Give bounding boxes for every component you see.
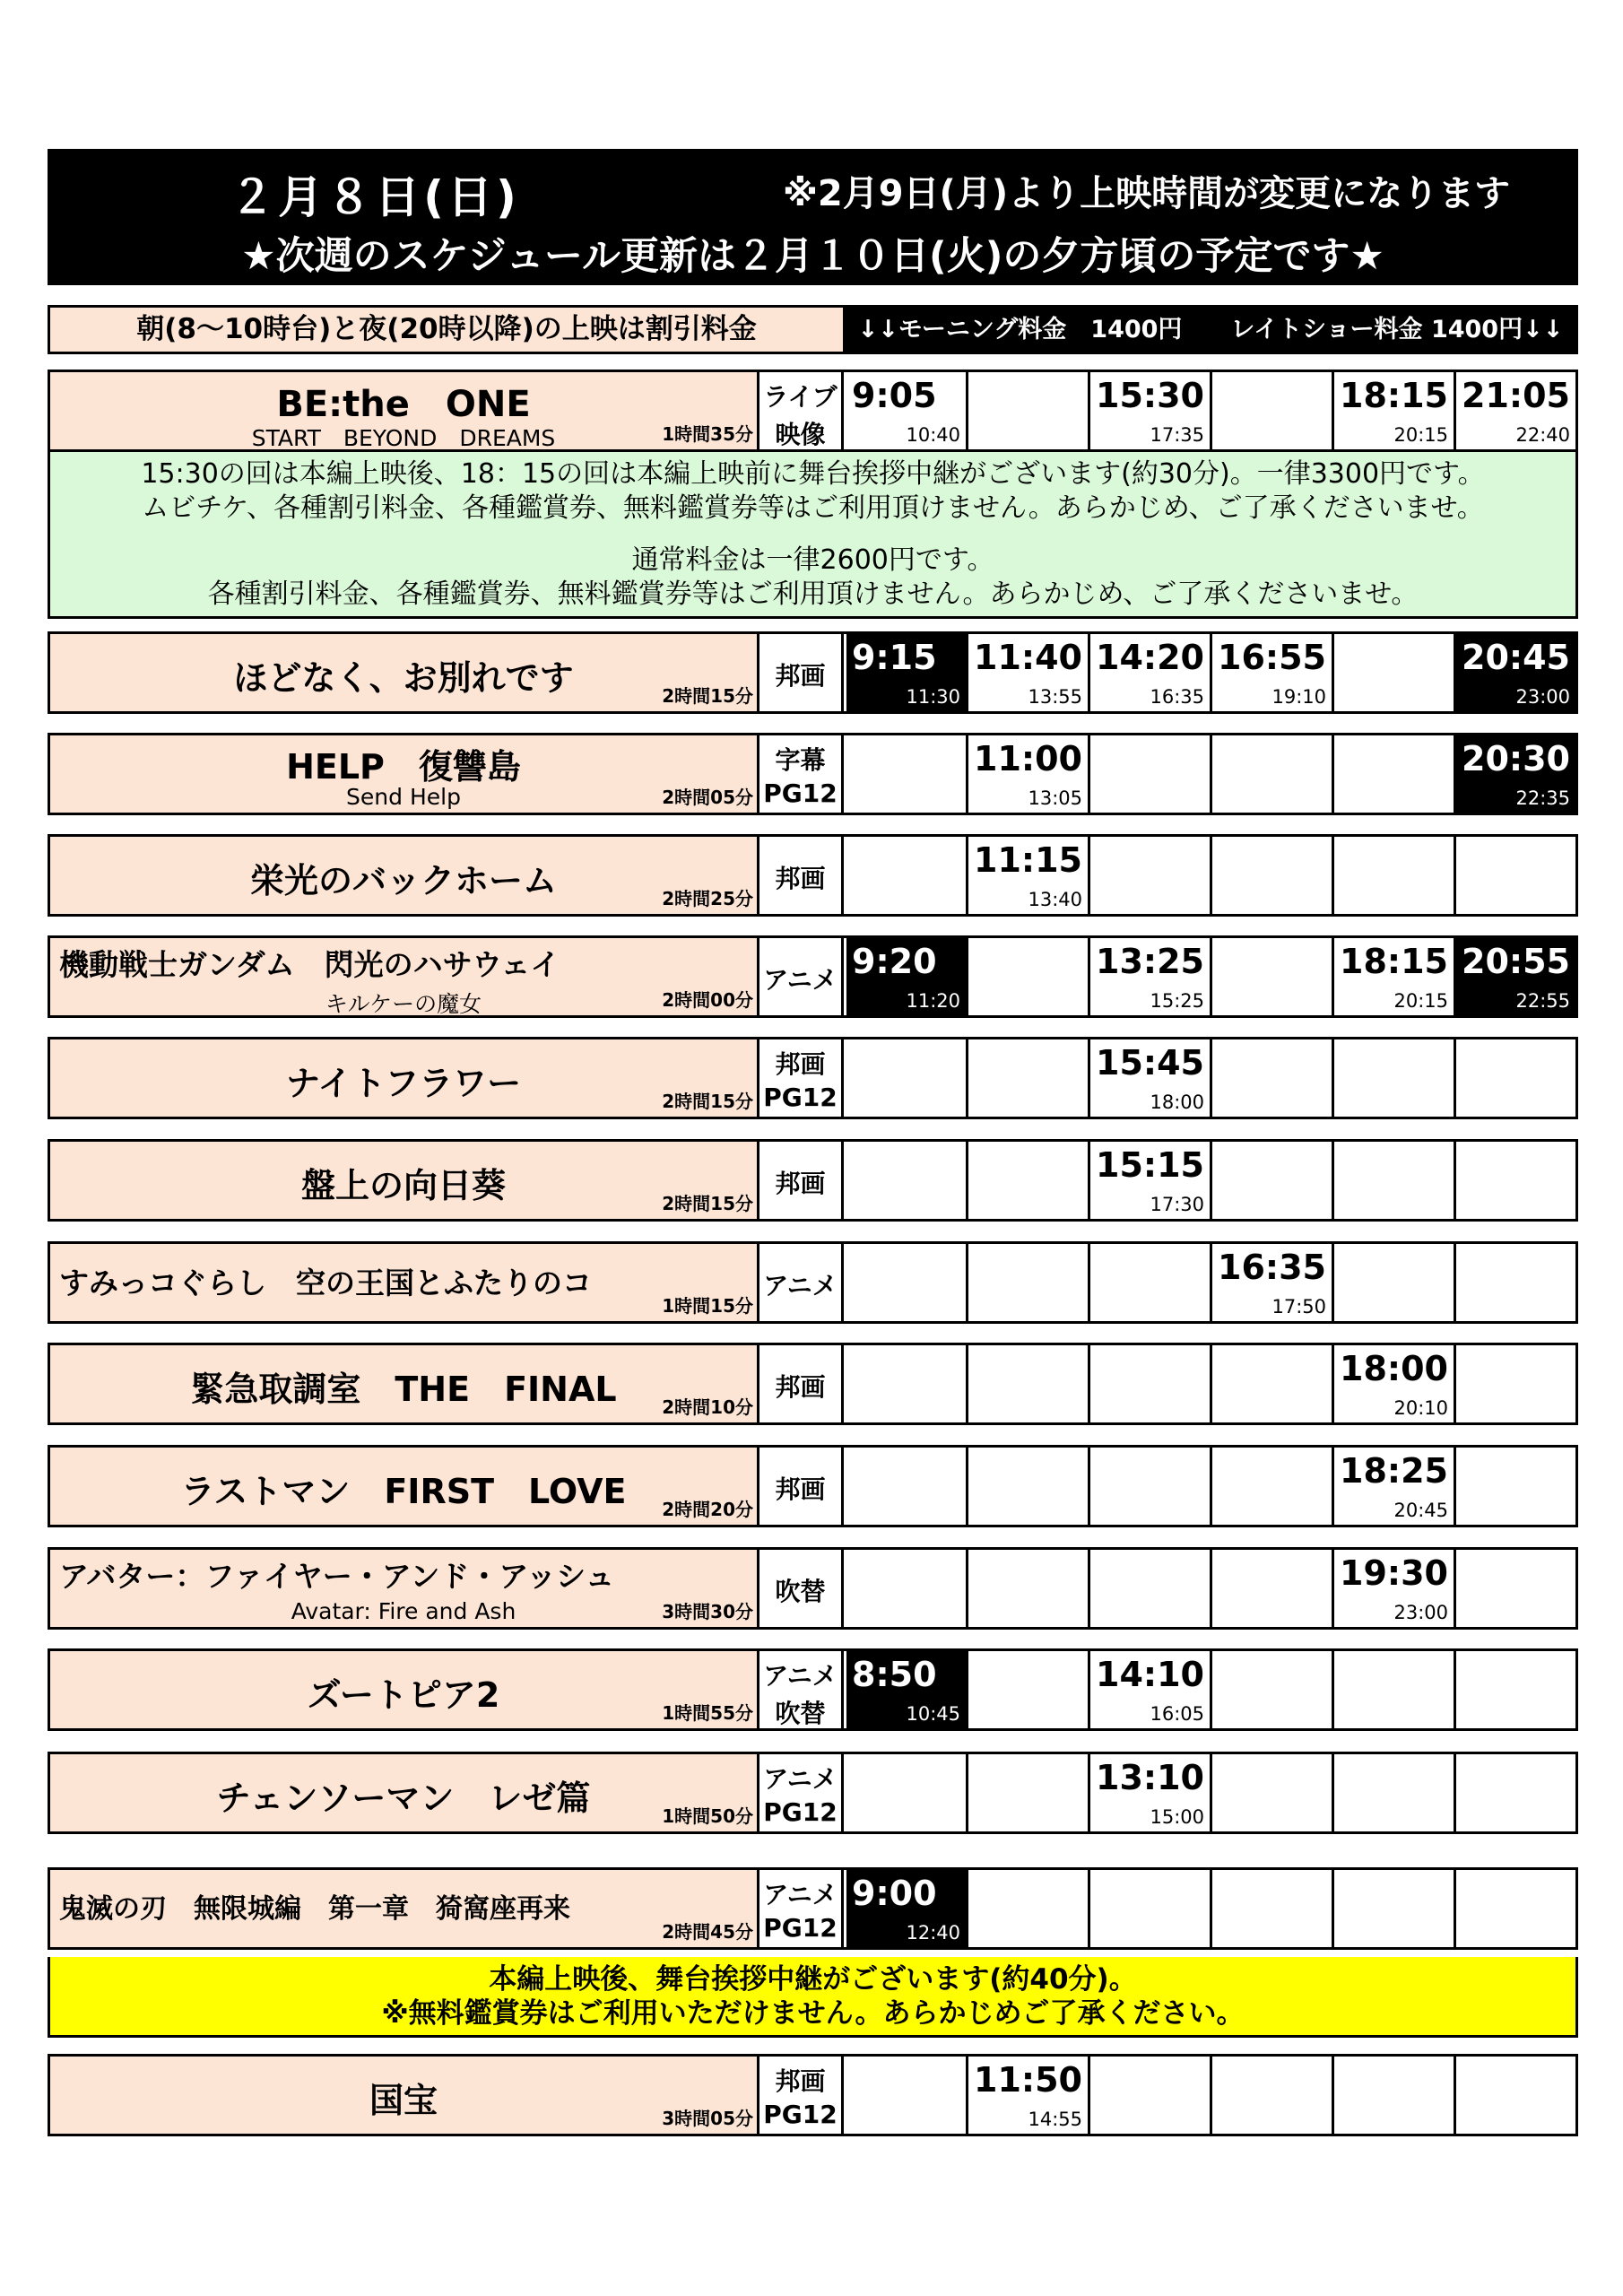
showtime-slot — [968, 1870, 1090, 1947]
movie-title: ラストマン FIRST LOVE — [180, 1472, 627, 1511]
showtime-slot — [1334, 372, 1456, 449]
format-label: 吹替 — [775, 1577, 826, 1606]
start-time: 8:50 — [852, 1655, 937, 1694]
showtime-slot — [1334, 634, 1456, 711]
end-time: 20:45 — [1393, 1500, 1448, 1521]
start-time: 13:10 — [1096, 1758, 1204, 1797]
movie-format — [759, 1870, 844, 1947]
end-time: 20:15 — [1393, 424, 1448, 446]
movie-title-cell — [50, 1651, 759, 1728]
showtime-slot — [846, 2057, 968, 2134]
showtime-slot — [1456, 1550, 1575, 1627]
format-label: アニメ — [763, 965, 838, 995]
showtime-slot — [1456, 372, 1575, 449]
movie-title: 盤上の向日葵 — [300, 1166, 506, 1205]
showtime-slot — [1090, 634, 1212, 711]
movie-title: ズートピア2 — [307, 1675, 500, 1715]
rating-label: PG12 — [763, 2100, 838, 2129]
movie-runtime: 2時間00分 — [662, 989, 753, 1011]
notice-line: 15:30の回は本編上映後、18：15の回は本編上映前に舞台挨拶中継がございます(約30分)。一律3300円です。 — [141, 458, 1485, 490]
movie-title: 鬼滅の刃 無限城編 第一章 猗窩座再来 — [59, 1893, 570, 1925]
format-label: アニメ — [763, 1661, 838, 1691]
showtime-slot — [846, 1651, 968, 1728]
format-label: 邦画 — [775, 661, 826, 691]
showtime-slot — [1090, 1651, 1212, 1728]
movie-row — [48, 1648, 1578, 1731]
movie-title-cell — [50, 1142, 759, 1219]
movie-title-cell — [50, 372, 759, 449]
discount-bar — [48, 305, 1578, 354]
movie-subtitle: Send Help — [346, 784, 461, 810]
showtime-slot — [846, 372, 968, 449]
showtime-slot — [1334, 1345, 1456, 1422]
end-time: 14:55 — [1028, 2109, 1082, 2130]
showtime-slot — [1456, 1870, 1575, 1947]
end-time: 16:35 — [1150, 686, 1204, 708]
showtime-slot — [968, 634, 1090, 711]
movie-format — [759, 1651, 844, 1728]
showtime-slot — [846, 837, 968, 914]
showtime-slot — [1212, 938, 1334, 1015]
movie-runtime: 1時間35分 — [662, 423, 753, 445]
start-time: 20:30 — [1462, 739, 1570, 778]
showtime-slot — [846, 1244, 968, 1321]
showtime-slot — [1456, 735, 1575, 813]
end-time: 22:35 — [1515, 787, 1570, 809]
notice-line: 本編上映後、舞台挨拶中継がございます(約40分)。 — [489, 1963, 1137, 1996]
showtime-slot — [1334, 1142, 1456, 1219]
end-time: 13:05 — [1028, 787, 1082, 809]
showtime-slot — [846, 1142, 968, 1219]
showtime-slot — [1334, 1651, 1456, 1728]
rating-label: PG12 — [763, 1797, 838, 1827]
movie-runtime: 2時間15分 — [662, 1193, 753, 1214]
showtime-slot — [1090, 1244, 1212, 1321]
showtime-slot — [1334, 837, 1456, 914]
start-time: 20:45 — [1462, 638, 1570, 677]
update-notice: ★次週のスケジュール更新は２月１０日(火)の夕方頃の予定です★ — [241, 234, 1384, 279]
movie-runtime: 2時間25分 — [662, 888, 753, 909]
format-label: 邦画 — [775, 1474, 826, 1504]
kimetsu-notice — [48, 1957, 1578, 2038]
showtime-slot — [1212, 1039, 1334, 1117]
movie-subtitle: キルケーの魔女 — [325, 991, 482, 1017]
movie-format — [759, 938, 844, 1015]
start-time: 20:55 — [1462, 942, 1570, 981]
showtime-slot — [1212, 1870, 1334, 1947]
movie-format — [759, 1039, 844, 1117]
showtime-slot — [846, 634, 968, 711]
format-label: アニメ — [763, 1880, 838, 1909]
movie-row — [48, 1241, 1578, 1324]
movie-row — [48, 1867, 1578, 1950]
movie-runtime: 1時間55分 — [662, 1702, 753, 1724]
movie-title: アバター：ファイヤー・アンド・アッシュ — [59, 1559, 615, 1594]
movie-runtime: 2時間45分 — [662, 1921, 753, 1943]
showtime-slot — [1334, 938, 1456, 1015]
movie-runtime: 2時間15分 — [662, 1091, 753, 1112]
showtime-slot — [1456, 1244, 1575, 1321]
showtime-slot — [1212, 1754, 1334, 1831]
showtime-slot — [968, 1345, 1090, 1422]
movie-format — [759, 1754, 844, 1831]
movie-runtime: 2時間10分 — [662, 1396, 753, 1418]
showtime-slot — [1212, 634, 1334, 711]
showtime-slot — [846, 1550, 968, 1627]
notice-line: 各種割引料金、各種鑑賞券、無料鑑賞券等はご利用頂けません。あらかじめ、ご了承くださいませ。 — [207, 578, 1419, 610]
showtime-slot — [968, 1039, 1090, 1117]
showtime-slot — [968, 1448, 1090, 1525]
start-time: 15:45 — [1096, 1043, 1204, 1083]
showtime-slot — [846, 938, 968, 1015]
beone-notice — [48, 452, 1578, 619]
showtime-slot — [968, 1651, 1090, 1728]
showtime-slot — [968, 1550, 1090, 1627]
start-time: 9:05 — [852, 376, 937, 415]
start-time: 18:00 — [1340, 1349, 1448, 1388]
movie-title: 機動戦士ガンダム 閃光のハサウェイ — [59, 947, 560, 982]
end-time: 22:40 — [1515, 424, 1570, 446]
end-time: 15:00 — [1150, 1806, 1204, 1828]
movie-format — [759, 1345, 844, 1422]
showtime-slot — [846, 1870, 968, 1947]
showtime-slot — [1334, 1870, 1456, 1947]
schedule-date: ２月８日(日) — [230, 171, 520, 223]
showtime-slot — [846, 735, 968, 813]
movie-format — [759, 837, 844, 914]
start-time: 19:30 — [1340, 1553, 1448, 1593]
format-label: 邦画 — [775, 864, 826, 893]
movie-title: BE:the ONE — [276, 384, 531, 425]
showtime-slot — [968, 1244, 1090, 1321]
showtime-slot — [1334, 2057, 1456, 2134]
format-label: 邦画 — [775, 1169, 826, 1198]
end-time: 20:15 — [1393, 990, 1448, 1012]
start-time: 9:00 — [852, 1874, 937, 1913]
showtime-slot — [1090, 2057, 1212, 2134]
showtime-slot — [1334, 1550, 1456, 1627]
movie-title-cell — [50, 1448, 759, 1525]
notice-line: ※無料鑑賞券はご利用いただけません。あらかじめご了承ください。 — [381, 1997, 1245, 2030]
end-time: 23:00 — [1515, 686, 1570, 708]
showtime-slot — [1090, 372, 1212, 449]
showtime-slot — [846, 1448, 968, 1525]
showtime-slot — [1334, 1754, 1456, 1831]
discount-price: ↓↓モーニング料金 1400円 レイトショー料金 1400円↓↓ — [846, 308, 1575, 352]
showtime-slot — [1090, 837, 1212, 914]
movie-format — [759, 2057, 844, 2134]
end-time: 12:40 — [906, 1922, 960, 1944]
end-time: 17:30 — [1150, 1194, 1204, 1215]
movie-row — [48, 631, 1578, 714]
start-time: 11:40 — [974, 638, 1082, 677]
start-time: 21:05 — [1462, 376, 1570, 415]
showtime-slot — [1456, 1345, 1575, 1422]
start-time: 11:15 — [974, 840, 1082, 880]
showtime-slot — [968, 1142, 1090, 1219]
end-time: 18:00 — [1150, 1091, 1204, 1113]
showtime-slot — [968, 1754, 1090, 1831]
movie-title-cell — [50, 1550, 759, 1627]
showtime-slot — [1212, 735, 1334, 813]
movie-row — [48, 1037, 1578, 1119]
showtime-slot — [1090, 1345, 1212, 1422]
format-label: 邦画 — [775, 2066, 826, 2096]
movie-title-cell — [50, 1039, 759, 1117]
movie-title-cell — [50, 1870, 759, 1947]
notice-line: 通常料金は一律2600円です。 — [631, 544, 994, 576]
movie-runtime: 1時間50分 — [662, 1805, 753, 1827]
movie-row — [48, 1547, 1578, 1630]
rating-label: PG12 — [763, 1913, 838, 1943]
start-time: 16:55 — [1218, 638, 1326, 677]
change-notice: ※2月9日(月)より上映時間が変更になります — [783, 173, 1511, 214]
start-time: 18:15 — [1340, 376, 1448, 415]
movie-title: 国宝 — [369, 2081, 438, 2120]
movie-row — [48, 1445, 1578, 1527]
showtime-slot — [1456, 1448, 1575, 1525]
showtime-slot — [1456, 1142, 1575, 1219]
movie-title: ナイトフラワー — [285, 1064, 522, 1103]
showtime-slot — [1090, 1550, 1212, 1627]
movie-format — [759, 1142, 844, 1219]
showtime-slot — [1334, 735, 1456, 813]
movie-row — [48, 1343, 1578, 1425]
showtime-slot — [968, 2057, 1090, 2134]
start-time: 18:25 — [1340, 1451, 1448, 1491]
end-time: 10:45 — [906, 1703, 960, 1725]
showtime-slot — [1212, 2057, 1334, 2134]
start-time: 9:15 — [852, 638, 937, 677]
start-time: 11:50 — [974, 2060, 1082, 2100]
format-label: アニメ — [763, 1764, 838, 1794]
start-time: 15:30 — [1096, 376, 1204, 415]
showtime-slot — [846, 1039, 968, 1117]
end-time: 19:10 — [1271, 686, 1326, 708]
movie-row — [48, 2054, 1578, 2136]
start-time: 15:15 — [1096, 1145, 1204, 1185]
showtime-slot — [968, 837, 1090, 914]
movie-format — [759, 372, 844, 449]
movie-title: チェンソーマン レゼ篇 — [216, 1779, 591, 1818]
showtime-slot — [1090, 1039, 1212, 1117]
movie-title-cell — [50, 634, 759, 711]
format-label: ライブ — [763, 382, 838, 412]
showtime-slot — [1212, 372, 1334, 449]
rating-label: PG12 — [763, 778, 838, 808]
start-time: 14:10 — [1096, 1655, 1204, 1694]
movie-row — [48, 370, 1578, 452]
format-label: 字幕 — [775, 745, 826, 775]
showtime-slot — [1212, 837, 1334, 914]
end-time: 13:55 — [1028, 686, 1082, 708]
movie-subtitle: START BEYOND DREAMS — [251, 425, 556, 451]
showtime-slot — [1456, 1651, 1575, 1728]
showtime-slot — [1090, 1448, 1212, 1525]
rating-label: 吹替 — [775, 1699, 826, 1728]
movie-title-cell — [50, 938, 759, 1015]
movie-title-cell — [50, 1244, 759, 1321]
movie-title: すみっコぐらし 空の王国とふたりのコ — [59, 1265, 592, 1300]
showtime-slot — [846, 1754, 968, 1831]
start-time: 14:20 — [1096, 638, 1204, 677]
start-time: 9:20 — [852, 942, 937, 981]
movie-format — [759, 634, 844, 711]
movie-runtime: 2時間05分 — [662, 787, 753, 808]
format-label: アニメ — [763, 1271, 838, 1300]
movie-row — [48, 733, 1578, 815]
rating-label: 映像 — [775, 420, 826, 449]
showtime-slot — [1090, 1870, 1212, 1947]
showtime-slot — [1334, 1448, 1456, 1525]
movie-format — [759, 1550, 844, 1627]
movie-runtime: 3時間30分 — [662, 1601, 753, 1622]
movie-title-cell — [50, 1754, 759, 1831]
showtime-slot — [1090, 938, 1212, 1015]
movie-runtime: 2時間15分 — [662, 685, 753, 707]
showtime-slot — [1334, 1039, 1456, 1117]
showtime-slot — [1212, 1550, 1334, 1627]
end-time: 16:05 — [1150, 1703, 1204, 1725]
showtime-slot — [1456, 837, 1575, 914]
movie-row — [48, 1752, 1578, 1834]
movie-title: ほどなく、お別れです — [233, 658, 574, 698]
movie-title-cell — [50, 2057, 759, 2134]
showtime-slot — [1212, 1448, 1334, 1525]
movie-title-cell — [50, 1345, 759, 1422]
showtime-slot — [1456, 634, 1575, 711]
end-time: 15:25 — [1150, 990, 1204, 1012]
movie-title: 緊急取調室 THE FINAL — [190, 1370, 617, 1409]
start-time: 16:35 — [1218, 1248, 1326, 1287]
end-time: 11:30 — [906, 686, 960, 708]
showtime-slot — [1212, 1345, 1334, 1422]
movie-row — [48, 1139, 1578, 1222]
movie-title: HELP 復讐島 — [286, 747, 521, 787]
showtime-slot — [1456, 938, 1575, 1015]
movie-runtime: 1時間15分 — [662, 1295, 753, 1317]
showtime-slot — [1212, 1651, 1334, 1728]
rating-label: PG12 — [763, 1083, 838, 1112]
notice-line: ムビチケ、各種割引料金、各種鑑賞券、無料鑑賞券等はご利用頂けません。あらかじめ、ご了承くださいませ。 — [142, 492, 1484, 524]
showtime-slot — [1212, 1244, 1334, 1321]
showtime-slot — [1090, 735, 1212, 813]
movie-title-cell — [50, 837, 759, 914]
end-time: 20:10 — [1393, 1397, 1448, 1419]
end-time: 11:20 — [906, 990, 960, 1012]
movie-runtime: 2時間20分 — [662, 1499, 753, 1520]
movie-format — [759, 735, 844, 813]
end-time: 17:35 — [1150, 424, 1204, 446]
showtime-slot — [846, 1345, 968, 1422]
movie-subtitle: Avatar: Fire and Ash — [291, 1598, 516, 1624]
showtime-slot — [968, 938, 1090, 1015]
movie-title: 栄光のバックホーム — [249, 861, 557, 900]
format-label: 邦画 — [775, 1372, 826, 1402]
showtime-slot — [968, 372, 1090, 449]
start-time: 11:00 — [974, 739, 1082, 778]
showtime-slot — [968, 735, 1090, 813]
showtime-slot — [1334, 1244, 1456, 1321]
movie-format — [759, 1448, 844, 1525]
movie-runtime: 3時間05分 — [662, 2108, 753, 2129]
end-time: 22:55 — [1515, 990, 1570, 1012]
movie-row — [48, 834, 1578, 917]
movie-format — [759, 1244, 844, 1321]
end-time: 10:40 — [906, 424, 960, 446]
movie-title-cell — [50, 735, 759, 813]
showtime-slot — [1456, 2057, 1575, 2134]
start-time: 13:25 — [1096, 942, 1204, 981]
header — [48, 149, 1578, 285]
end-time: 23:00 — [1393, 1602, 1448, 1623]
showtime-slot — [1090, 1142, 1212, 1219]
showtime-slot — [1090, 1754, 1212, 1831]
format-label: 邦画 — [775, 1049, 826, 1079]
showtime-slot — [1212, 1142, 1334, 1219]
showtime-slot — [1456, 1754, 1575, 1831]
movie-row — [48, 935, 1578, 1018]
end-time: 17:50 — [1271, 1296, 1326, 1318]
start-time: 18:15 — [1340, 942, 1448, 981]
end-time: 13:40 — [1028, 889, 1082, 910]
discount-info: 朝(8〜10時台)と夜(20時以降)の上映は割引料金 — [50, 308, 846, 352]
showtime-slot — [1456, 1039, 1575, 1117]
